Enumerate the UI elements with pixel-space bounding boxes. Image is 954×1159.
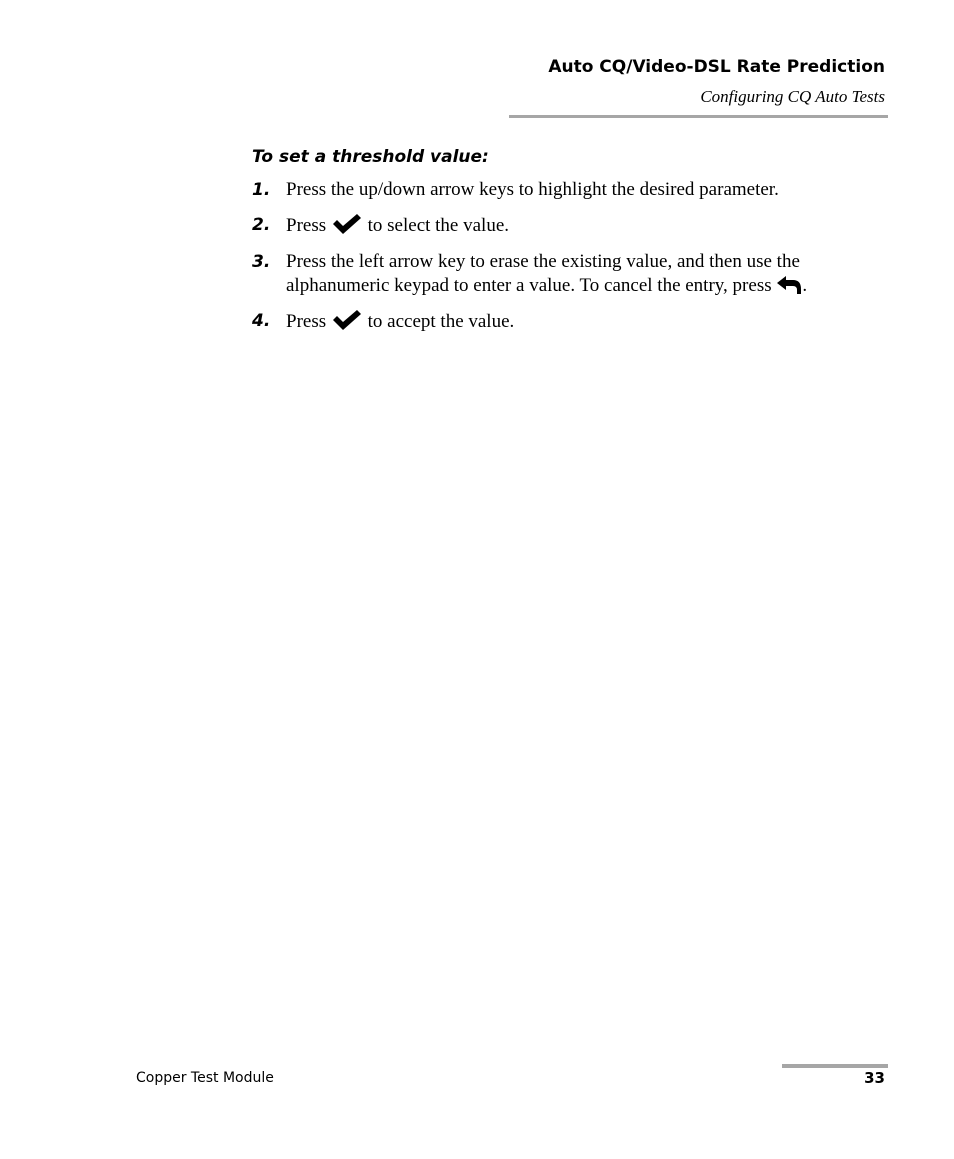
return-arrow-icon bbox=[776, 275, 802, 302]
step-text-after: to select the value. bbox=[367, 215, 510, 236]
step-1 bbox=[252, 178, 882, 202]
step-text bbox=[286, 309, 882, 338]
step-text: Press the up/down arrow keys to highlight the desired parameter. bbox=[286, 179, 779, 200]
step-text-before: Press bbox=[286, 215, 327, 236]
step-number: 4. bbox=[252, 311, 271, 331]
step-text-after: . bbox=[802, 275, 808, 296]
procedure-heading: To set a threshold value: bbox=[252, 147, 489, 167]
footer-document-title: Copper Test Module bbox=[136, 1070, 274, 1086]
checkmark-icon bbox=[331, 213, 363, 242]
step-text-after: to accept the value. bbox=[367, 311, 515, 332]
step-4 bbox=[252, 309, 882, 338]
header-title: Auto CQ/Video-DSL Rate Prediction bbox=[548, 57, 885, 77]
step-text-before: Press the left arrow key to erase the existing value, and then use the alphanumeric keypad to enter a value. To cancel the entry, press bbox=[286, 251, 800, 296]
step-2 bbox=[252, 213, 882, 242]
page-number: 33 bbox=[864, 1069, 885, 1087]
step-text bbox=[286, 250, 882, 302]
header-divider bbox=[509, 115, 888, 118]
step-number: 2. bbox=[252, 215, 271, 235]
step-text-before: Press bbox=[286, 311, 327, 332]
step-3 bbox=[252, 250, 882, 302]
header-subtitle: Configuring CQ Auto Tests bbox=[700, 87, 885, 106]
step-number: 1. bbox=[252, 180, 271, 200]
checkmark-icon bbox=[331, 309, 363, 338]
footer-divider bbox=[782, 1064, 888, 1068]
step-number: 3. bbox=[252, 252, 271, 272]
step-text bbox=[286, 213, 882, 242]
